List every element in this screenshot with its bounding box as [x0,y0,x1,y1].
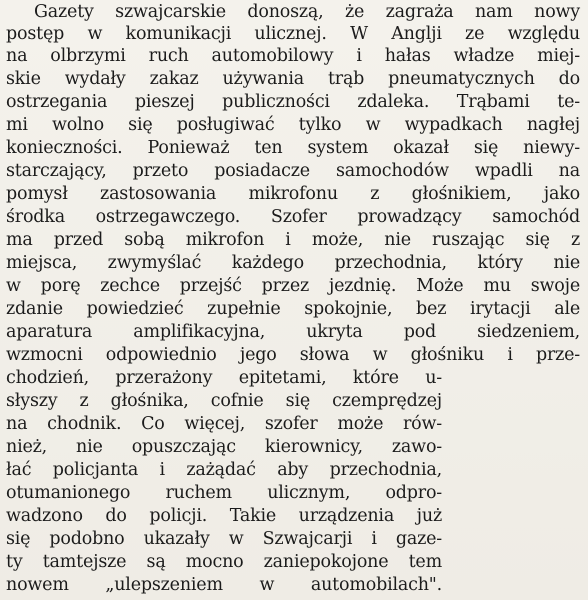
article-line: łać policjanta i zażądać aby przechodnia, [6,460,442,480]
article-line: ostrzegania pieszej publiczności zdaleka. Trąbami te- [6,92,580,112]
article-line: postęp w komunikacji ulicznej. W Anglji ze względu [6,24,580,44]
article-line: w porę zechce przejść przez jezdnię. Może mu swoje [6,276,580,296]
article-line: ma przed sobą mikrofon i może, nie ruszając się z [6,230,580,250]
article-line: starczający, przeto posiadacze samochodów wpadli na [6,161,580,181]
article-line: mi wolno się posługiwać tylko w wypadkach nagłej [6,115,580,135]
article-line: nowem „ulepszeniem w automobilach". [6,575,442,595]
article-line: otumanionego ruchem ulicznym, odpro- [6,483,442,503]
article-line: zdanie powiedzieć zupełnie spokojnie, bez irytacji ale [6,299,580,319]
article-line: nież, nie opuszczając kierownicy, zawo- [6,437,442,457]
article-line: chodzień, przerażony epitetami, które u- [6,368,442,388]
article-line: na olbrzymi ruch automobilowy i hałas władze miej- [6,46,580,66]
article-line: Gazety szwajcarskie donoszą, że zagraża nam nowy [34,2,580,22]
article-line: aparatura amplifikacyjna, ukryta pod siedzeniem, [6,322,580,342]
article-line: środka ostrzegawczego. Szofer prowadzący samochód [6,207,580,227]
article-line: słyszy z głośnika, cofnie się czemprędzej [6,391,442,411]
article-line: wadzono do policji. Takie urządzenia już [6,506,442,526]
article-line: na chodnik. Co więcej, szofer może rów- [6,414,442,434]
article-line: wzmocni odpowiednio jego słowa w głośniku i prze- [6,345,580,365]
article-line: pomysł zastosowania mikrofonu z głośnikiem, jako [6,184,580,204]
article-line: się podobno ukazały w Szwajcarji i gaze- [6,529,442,549]
article-line: konieczności. Ponieważ ten system okazał się niewy- [6,138,580,158]
article-line: ty tamtejsze są mocno zaniepokojone tem [6,552,442,572]
article-line: miejsca, zwymyślać każdego przechodnia, który nie [6,253,580,273]
article-line: skie wydały zakaz używania trąb pneumatycznych do [6,69,580,89]
